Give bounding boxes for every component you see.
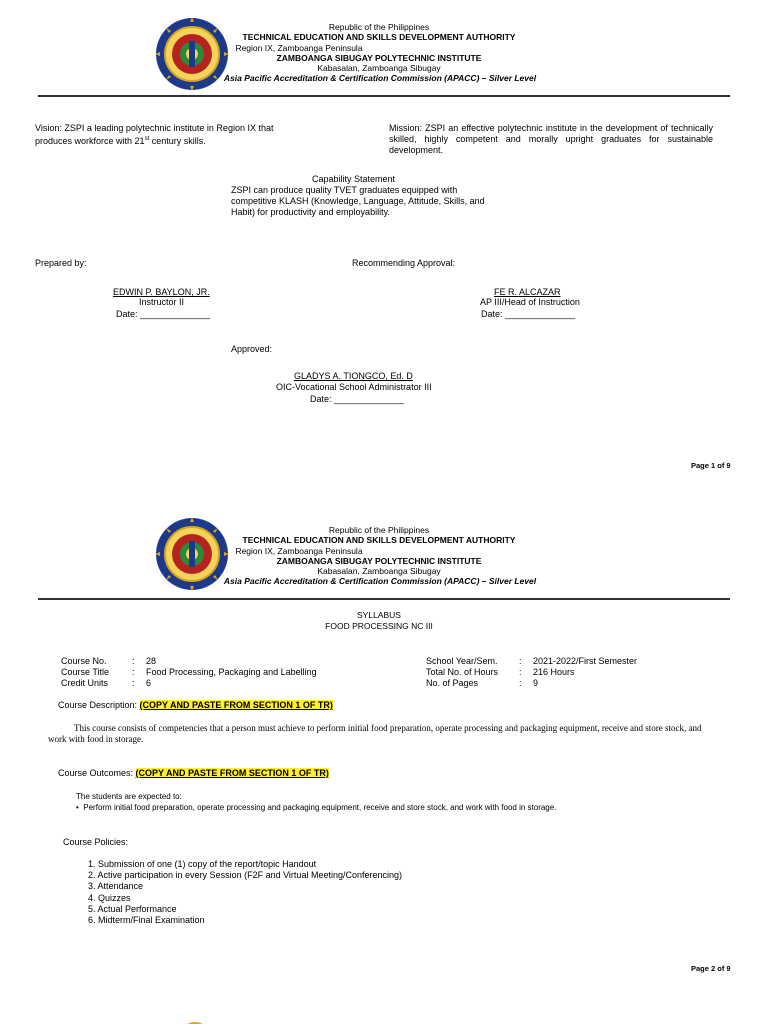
- approver-title: OIC-Vocational School Administrator III: [276, 382, 432, 392]
- field-colon: :: [519, 678, 522, 688]
- field-colon: :: [519, 656, 522, 666]
- preparer-name: EDWIN P. BAYLON, JR.: [113, 287, 210, 297]
- syllabus-subtitle: FOOD PROCESSING NC III: [325, 621, 433, 631]
- pages-value: 9: [533, 678, 539, 688]
- header-address: Kabasalan, Zamboanga Sibugay: [317, 566, 441, 576]
- recommender-title: AP III/Head of Instruction: [480, 297, 580, 307]
- approver-name: GLADYS A. TIONGCO, Ed. D: [294, 371, 413, 381]
- policy-item: 3. Attendance: [88, 881, 144, 891]
- total-hours-value: 216 Hours: [533, 667, 575, 677]
- header-tesda: TECHNICAL EDUCATION AND SKILLS DEVELOPMENT AUTHORITY: [242, 535, 516, 545]
- recommender-name: FE R. ALCAZAR: [494, 287, 561, 297]
- page-number-1: Page 1 of 9: [691, 461, 731, 470]
- header-apacc: Asia Pacific Accreditation & Certification Commission (APACC) – Silver Level: [223, 73, 537, 83]
- capability-title: Capability Statement: [312, 174, 396, 184]
- page-number-2: Page 2 of 9: [691, 964, 731, 973]
- outcome-text: Perform initial food preparation, operate processing and packaging equipment, receive and store stock, and work with food in storage.: [83, 803, 557, 812]
- outcomes-intro: The students are expected to:: [76, 792, 182, 801]
- copy-note-highlight: (COPY AND PASTE FROM SECTION 1 OF TR): [139, 700, 333, 710]
- course-description-label: Course Description:: [58, 700, 140, 710]
- course-title-value: Food Processing, Packaging and Labelling: [146, 667, 317, 677]
- course-description-heading: [58, 700, 333, 711]
- header-institute: ZAMBOANGA SIBUGAY POLYTECHNIC INSTITUTE: [276, 556, 482, 566]
- approved-label: Approved:: [231, 344, 273, 354]
- vision-line-2: produces workforce with 21st century skills.: [35, 136, 206, 146]
- bullet-icon: •: [76, 803, 79, 812]
- header-apacc: Asia Pacific Accreditation & Certification Commission (APACC) – Silver Level: [223, 576, 537, 586]
- field-colon: :: [132, 678, 135, 688]
- field-colon: :: [132, 667, 135, 677]
- header-region: Region IX, Zamboanga Peninsula: [235, 43, 363, 53]
- institution-seal-partial: [180, 1018, 210, 1024]
- course-no-label: Course No.: [61, 656, 107, 666]
- outcome-bullet: [76, 802, 556, 813]
- preparer-date: Date: ______________: [116, 309, 211, 319]
- header-address: Kabasalan, Zamboanga Sibugay: [317, 63, 441, 73]
- recommending-label: Recommending Approval:: [352, 258, 456, 268]
- vision-line-1: Vision: ZSPI a leading polytechnic institute in Region IX that: [35, 123, 274, 133]
- header-institute: ZAMBOANGA SIBUGAY POLYTECHNIC INSTITUTE: [276, 53, 482, 63]
- course-description-text: This course consists of competencies that a person must achieve to perform initial food preparation, operate processing and packaging equipment, receive and store stock, and work with food in storage.: [48, 723, 702, 744]
- policy-item: 5. Actual Performance: [88, 904, 177, 914]
- policy-item: 1. Submission of one (1) copy of the report/topic Handout: [88, 859, 317, 869]
- course-title-label: Course Title: [61, 667, 110, 677]
- recommender-date: Date: ______________: [481, 309, 576, 319]
- credit-units-value: 6: [146, 678, 152, 688]
- policy-item: 2. Active participation in every Session (F2F and Virtual Meeting/Conferencing): [88, 870, 402, 880]
- approver-date: Date: ______________: [310, 394, 405, 404]
- field-colon: :: [132, 656, 135, 666]
- field-colon: :: [519, 667, 522, 677]
- course-outcomes-label: Course Outcomes:: [58, 768, 136, 778]
- header-tesda: TECHNICAL EDUCATION AND SKILLS DEVELOPMENT AUTHORITY: [242, 32, 516, 42]
- header-region: Region IX, Zamboanga Peninsula: [235, 546, 363, 556]
- course-no-value: 28: [146, 656, 157, 666]
- school-year-label: School Year/Sem.: [426, 656, 498, 666]
- capability-text: ZSPI can produce quality TVET graduates equipped with competitive KLASH (Knowledge, Language, Attitude, Skills, and Habit) for productivity and employability.: [231, 185, 485, 217]
- syllabus-title: SYLLABUS: [357, 610, 401, 620]
- school-year-value: 2021-2022/First Semester: [533, 656, 638, 666]
- pages-label: No. of Pages: [426, 678, 479, 688]
- course-outcomes-heading: [58, 768, 329, 779]
- header-republic: Republic of the Philippines: [328, 525, 430, 535]
- header-divider: [38, 598, 730, 600]
- header-divider: [38, 95, 730, 97]
- policy-item: 6. Midterm/Final Examination: [88, 915, 205, 925]
- copy-note-highlight: (COPY AND PASTE FROM SECTION 1 OF TR): [135, 768, 329, 778]
- prepared-by-label: Prepared by:: [35, 258, 87, 268]
- credit-units-label: Credit Units: [61, 678, 109, 688]
- total-hours-label: Total No. of Hours: [426, 667, 499, 677]
- preparer-title: Instructor II: [139, 297, 185, 307]
- policies-heading: Course Policies:: [63, 837, 129, 847]
- header-republic: Republic of the Philippines: [328, 22, 430, 32]
- policy-item: 4. Quizzes: [88, 893, 131, 903]
- mission-statement: Mission: ZSPI an effective polytechnic institute in the development of technically skilled, highly competent and morally upright graduates for sustainable development.: [389, 123, 713, 155]
